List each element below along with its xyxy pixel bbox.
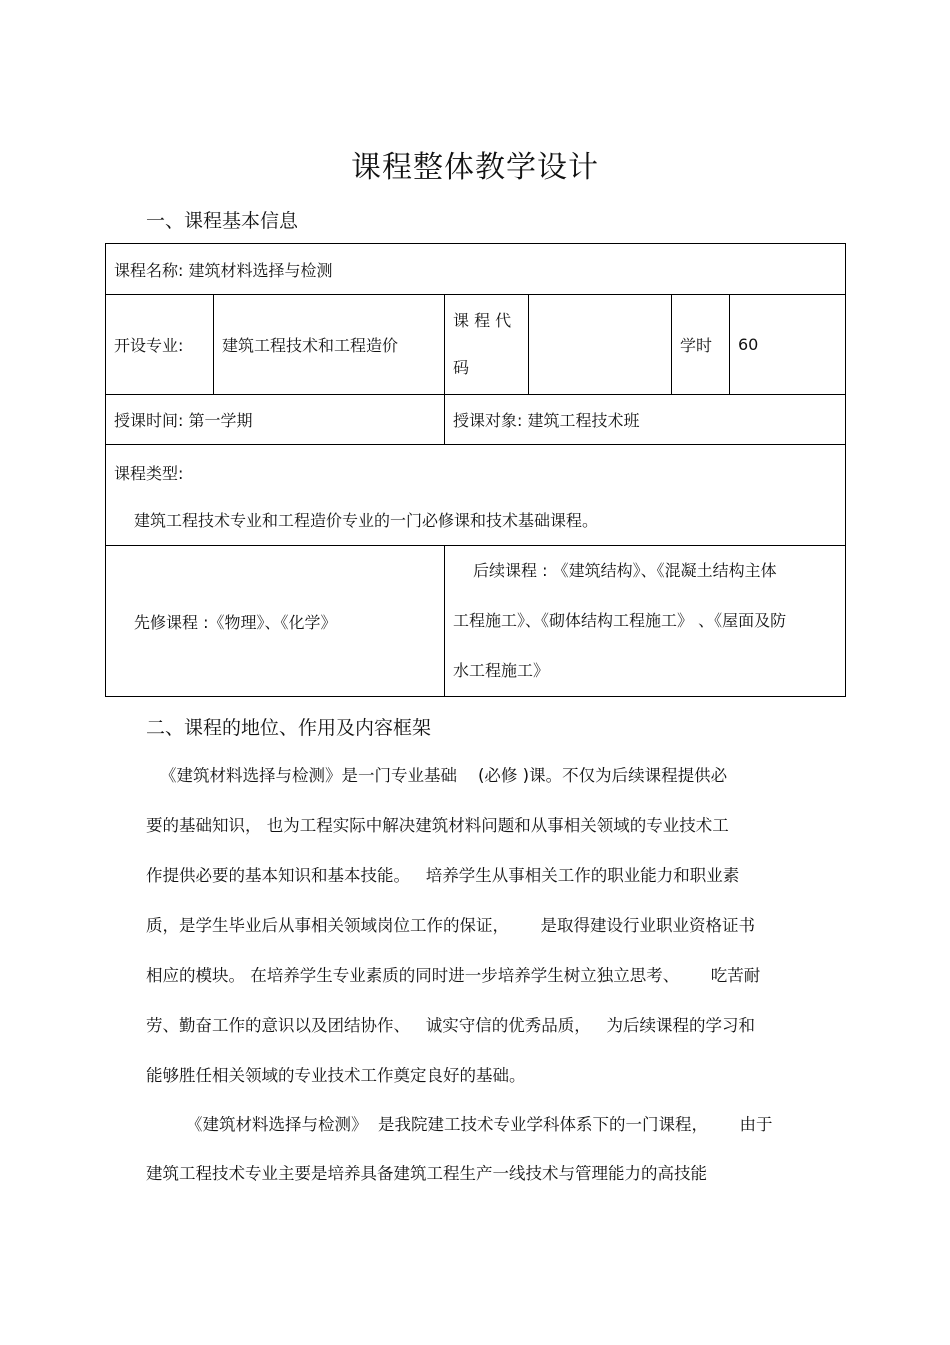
prerequisite-text: 先修课程 :《物理》、《化学》 xyxy=(134,612,337,632)
course-code-label-line1: 课 程 代 xyxy=(453,311,512,331)
teaching-time-value: 第一学期 xyxy=(188,411,253,430)
course-code-label-line2: 码 xyxy=(453,357,470,377)
course-name-cell xyxy=(106,244,846,295)
teaching-target-label: 授课对象: xyxy=(453,411,523,430)
paragraph-line: 建筑工程技术专业主要是培养具备建筑工程生产一线技术与管理能力的高技能 xyxy=(146,1164,707,1183)
hours-value: 60 xyxy=(730,295,846,395)
teaching-time-label: 授课时间: xyxy=(114,411,184,430)
table-row xyxy=(106,546,846,697)
followup-line: 水工程施工》 xyxy=(453,661,550,680)
paragraph-line: 质，是学生毕业后从事相关领域岗位工作的保证， 是取得建设行业职业资格证书 xyxy=(146,916,755,935)
hours-label: 学时 xyxy=(672,295,730,395)
major-value: 建筑工程技术和工程造价 xyxy=(214,295,445,395)
paragraph-line: 劳、勤奋工作的意识以及团结协作、 诚实守信的优秀品质， 为后续课程的学习和 xyxy=(146,1016,755,1035)
section-heading-position: 二、课程的地位、作用及内容框架 xyxy=(146,717,432,739)
teaching-target-cell xyxy=(445,395,846,445)
table-row xyxy=(106,395,846,445)
course-name-value: 建筑材料选择与检测 xyxy=(188,260,333,280)
course-type-desc: 建筑工程技术专业和工程造价专业的一门必修课和技术基础课程。 xyxy=(134,511,599,530)
table-row xyxy=(106,295,846,395)
followup-cell xyxy=(445,546,846,697)
followup-line: 后续课程 : 《建筑结构》、《混凝土结构主体 xyxy=(473,561,777,580)
page-title: 课程整体教学设计 xyxy=(351,150,599,185)
course-info-table xyxy=(105,243,846,697)
course-code-value xyxy=(529,295,672,395)
section-heading-basic-info: 一、课程基本信息 xyxy=(146,210,299,232)
major-label: 开设专业: xyxy=(106,295,214,395)
course-type-cell xyxy=(106,445,846,546)
table-row xyxy=(106,445,846,546)
teaching-time-cell xyxy=(106,395,445,445)
paragraph-line: 作提供必要的基本知识和基本技能。 培养学生从事相关工作的职业能力和职业素 xyxy=(146,866,740,885)
teaching-target-value: 建筑工程技术班 xyxy=(527,411,640,430)
paragraph-line: 能够胜任相关领域的专业技术工作奠定良好的基础。 xyxy=(146,1066,526,1085)
course-code-label xyxy=(445,295,529,395)
paragraph-line: 相应的模块。 在培养学生专业素质的同时进一步培养学生树立独立思考、 吃苦耐 xyxy=(146,966,761,985)
prerequisite-cell xyxy=(106,546,445,697)
paragraph-line: 《建筑材料选择与检测》是一门专业基础 (必修 )课。不仅为后续课程提供必 xyxy=(160,766,728,785)
paragraph-line: 《建筑材料选择与检测》 是我院建工技术专业学科体系下的一门课程， 由于 xyxy=(186,1115,773,1134)
course-type-label: 课程类型: xyxy=(114,464,184,483)
course-name-label: 课程名称: xyxy=(114,260,184,280)
followup-line: 工程施工》、《砌体结构工程施工》 、《屋面及防 xyxy=(453,611,787,630)
table-row xyxy=(106,244,846,295)
paragraph-line: 要的基础知识， 也为工程实际中解决建筑材料问题和从事相关领域的专业技术工 xyxy=(146,816,729,835)
